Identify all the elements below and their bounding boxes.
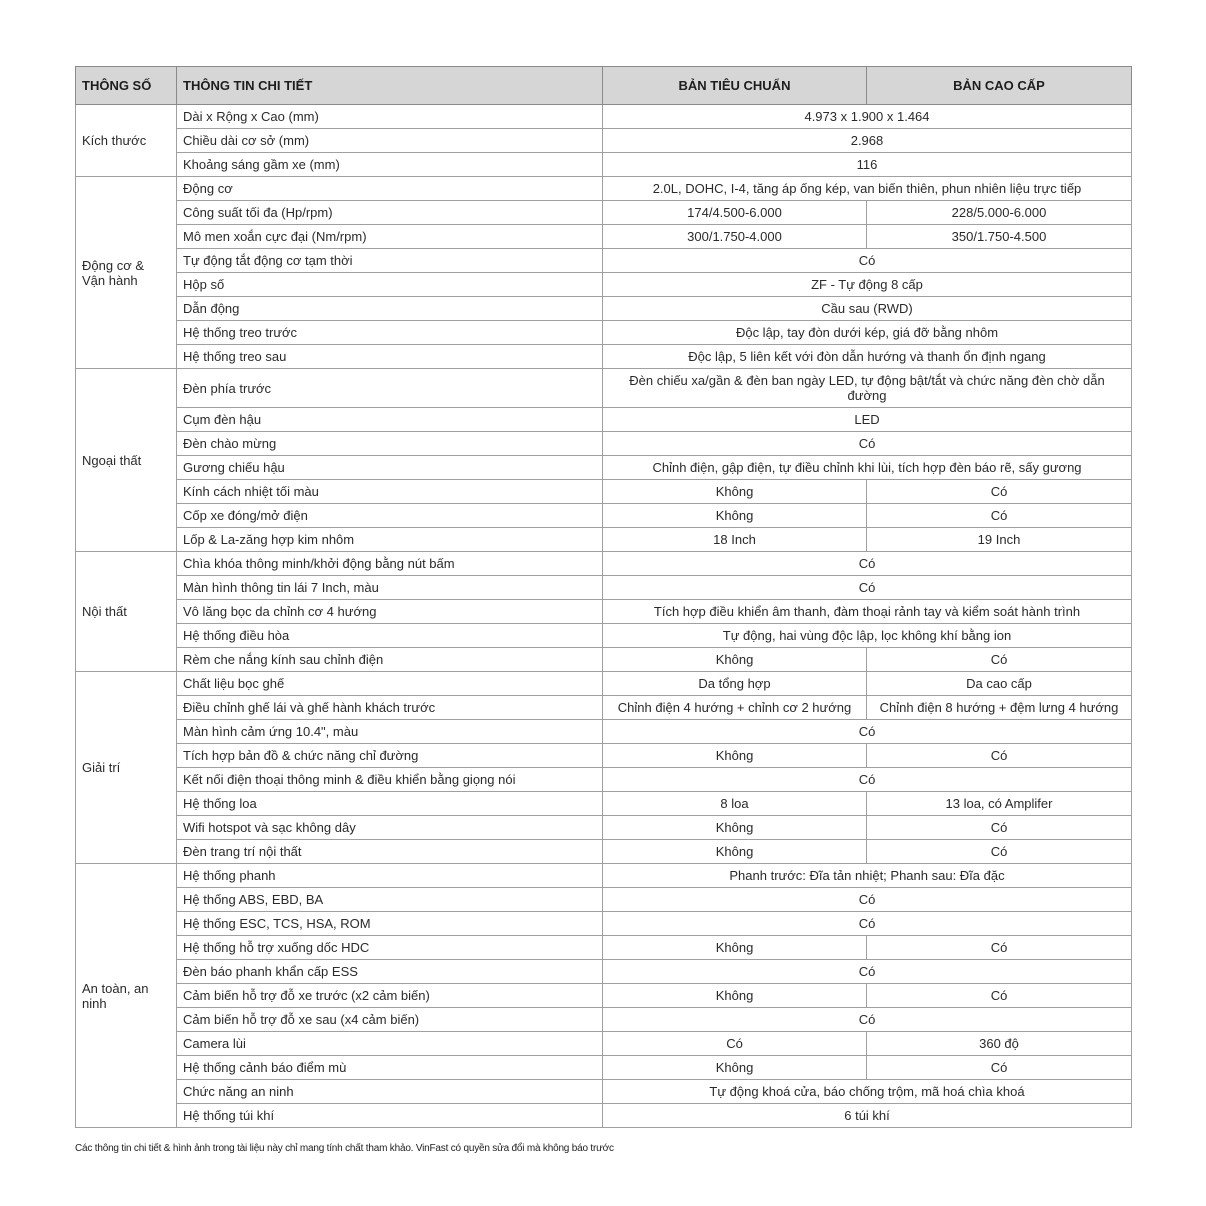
spec-name-cell: Màn hình thông tin lái 7 Inch, màu — [177, 576, 603, 600]
table-row — [76, 153, 1132, 177]
shared-value-cell: 116 — [603, 153, 1132, 177]
shared-value-cell: Độc lập, tay đòn dưới kép, giá đỡ bằng nhôm — [603, 321, 1132, 345]
spec-name-cell: Dài x Rộng x Cao (mm) — [177, 105, 603, 129]
table-row — [76, 105, 1132, 129]
header-spec: THÔNG SỐ — [76, 67, 177, 105]
category-cell: Ngoại thất — [76, 369, 177, 552]
spec-name-cell: Chất liệu bọc ghế — [177, 672, 603, 696]
spec-name-cell: Cảm biến hỗ trợ đỗ xe trước (x2 cảm biến) — [177, 984, 603, 1008]
table-row — [76, 816, 1132, 840]
shared-value-cell: Tự động khoá cửa, báo chống trộm, mã hoá chìa khoá — [603, 1080, 1132, 1104]
premium-value-cell: Có — [867, 984, 1132, 1008]
spec-name-cell: Hệ thống ESC, TCS, HSA, ROM — [177, 912, 603, 936]
spec-name-cell: Hệ thống ABS, EBD, BA — [177, 888, 603, 912]
spec-name-cell: Mô men xoắn cực đại (Nm/rpm) — [177, 225, 603, 249]
premium-value-cell: Có — [867, 816, 1132, 840]
table-row — [76, 129, 1132, 153]
header-details: THÔNG TIN CHI TIẾT — [177, 67, 603, 105]
standard-value-cell: Không — [603, 840, 867, 864]
shared-value-cell: 4.973 x 1.900 x 1.464 — [603, 105, 1132, 129]
spec-name-cell: Kính cách nhiệt tối màu — [177, 480, 603, 504]
table-row — [76, 273, 1132, 297]
spec-name-cell: Màn hình cảm ứng 10.4", màu — [177, 720, 603, 744]
table-row — [76, 504, 1132, 528]
shared-value-cell: LED — [603, 408, 1132, 432]
table-row — [76, 552, 1132, 576]
premium-value-cell: Có — [867, 744, 1132, 768]
premium-value-cell: Có — [867, 648, 1132, 672]
table-row — [76, 1104, 1132, 1128]
shared-value-cell: 2.0L, DOHC, I-4, tăng áp ống kép, van biến thiên, phun nhiên liệu trực tiếp — [603, 177, 1132, 201]
table-row — [76, 201, 1132, 225]
spec-name-cell: Cốp xe đóng/mở điện — [177, 504, 603, 528]
shared-value-cell: Đèn chiếu xa/gần & đèn ban ngày LED, tự động bật/tắt và chức năng đèn chờ dẫn đường — [603, 369, 1132, 408]
shared-value-cell: 6 túi khí — [603, 1104, 1132, 1128]
table-row — [76, 912, 1132, 936]
spec-name-cell: Hệ thống điều hòa — [177, 624, 603, 648]
shared-value-cell: Có — [603, 720, 1132, 744]
table-row — [76, 225, 1132, 249]
table-header-row — [76, 67, 1132, 105]
shared-value-cell: Tự động, hai vùng độc lập, lọc không khí bằng ion — [603, 624, 1132, 648]
spec-name-cell: Gương chiếu hậu — [177, 456, 603, 480]
spec-name-cell: Cụm đèn hậu — [177, 408, 603, 432]
spec-name-cell: Đèn báo phanh khẩn cấp ESS — [177, 960, 603, 984]
shared-value-cell: ZF - Tự động 8 cấp — [603, 273, 1132, 297]
spec-name-cell: Cảm biến hỗ trợ đỗ xe sau (x4 cảm biến) — [177, 1008, 603, 1032]
premium-value-cell: Da cao cấp — [867, 672, 1132, 696]
premium-value-cell: Có — [867, 504, 1132, 528]
table-row — [76, 696, 1132, 720]
shared-value-cell: Có — [603, 888, 1132, 912]
category-cell: Nội thất — [76, 552, 177, 672]
table-row — [76, 864, 1132, 888]
table-row — [76, 936, 1132, 960]
spec-name-cell: Đèn phía trước — [177, 369, 603, 408]
spec-name-cell: Rèm che nắng kính sau chỉnh điện — [177, 648, 603, 672]
table-row — [76, 840, 1132, 864]
standard-value-cell: Không — [603, 744, 867, 768]
table-row — [76, 960, 1132, 984]
table-row — [76, 177, 1132, 201]
standard-value-cell: 300/1.750-4.000 — [603, 225, 867, 249]
spec-name-cell: Hệ thống loa — [177, 792, 603, 816]
spec-name-cell: Hệ thống túi khí — [177, 1104, 603, 1128]
standard-value-cell: Không — [603, 936, 867, 960]
premium-value-cell: Chỉnh điện 8 hướng + đệm lưng 4 hướng — [867, 696, 1132, 720]
shared-value-cell: Có — [603, 1008, 1132, 1032]
standard-value-cell: Chỉnh điện 4 hướng + chỉnh cơ 2 hướng — [603, 696, 867, 720]
table-row — [76, 984, 1132, 1008]
category-cell: Giải trí — [76, 672, 177, 864]
standard-value-cell: 8 loa — [603, 792, 867, 816]
shared-value-cell: Phanh trước: Đĩa tản nhiệt; Phanh sau: Đĩa đặc — [603, 864, 1132, 888]
standard-value-cell: Không — [603, 816, 867, 840]
shared-value-cell: Có — [603, 552, 1132, 576]
premium-value-cell: 19 Inch — [867, 528, 1132, 552]
table-row — [76, 528, 1132, 552]
spec-name-cell: Hệ thống treo trước — [177, 321, 603, 345]
table-row — [76, 432, 1132, 456]
spec-name-cell: Tự động tắt động cơ tạm thời — [177, 249, 603, 273]
table-row — [76, 1056, 1132, 1080]
spec-name-cell: Hệ thống phanh — [177, 864, 603, 888]
table-row — [76, 768, 1132, 792]
shared-value-cell: Có — [603, 960, 1132, 984]
spec-name-cell: Hộp số — [177, 273, 603, 297]
header-standard: BẢN TIÊU CHUẨN — [603, 67, 867, 105]
shared-value-cell: Tích hợp điều khiển âm thanh, đàm thoại rảnh tay và kiểm soát hành trình — [603, 600, 1132, 624]
premium-value-cell: 13 loa, có Amplifer — [867, 792, 1132, 816]
standard-value-cell: 174/4.500-6.000 — [603, 201, 867, 225]
table-row — [76, 1032, 1132, 1056]
standard-value-cell: Không — [603, 504, 867, 528]
shared-value-cell: Chỉnh điện, gập điện, tự điều chỉnh khi lùi, tích hợp đèn báo rẽ, sấy gương — [603, 456, 1132, 480]
spec-name-cell: Chức năng an ninh — [177, 1080, 603, 1104]
spec-name-cell: Hệ thống cảnh báo điểm mù — [177, 1056, 603, 1080]
table-row — [76, 792, 1132, 816]
spec-name-cell: Vô lăng bọc da chỉnh cơ 4 hướng — [177, 600, 603, 624]
spec-name-cell: Tích hợp bản đồ & chức năng chỉ đường — [177, 744, 603, 768]
shared-value-cell: Có — [603, 768, 1132, 792]
spec-name-cell: Wifi hotspot và sạc không dây — [177, 816, 603, 840]
premium-value-cell: Có — [867, 840, 1132, 864]
spec-name-cell: Hệ thống hỗ trợ xuống dốc HDC — [177, 936, 603, 960]
table-row — [76, 624, 1132, 648]
standard-value-cell: Không — [603, 480, 867, 504]
category-cell: An toàn, an ninh — [76, 864, 177, 1128]
spec-name-cell: Lốp & La-zăng hợp kim nhôm — [177, 528, 603, 552]
spec-table — [75, 66, 1132, 1128]
shared-value-cell: Độc lập, 5 liên kết với đòn dẫn hướng và thanh ổn định ngang — [603, 345, 1132, 369]
table-row — [76, 720, 1132, 744]
spec-name-cell: Đèn trang trí nội thất — [177, 840, 603, 864]
spec-name-cell: Camera lùi — [177, 1032, 603, 1056]
spec-name-cell: Chìa khóa thông minh/khởi động bằng nút bấm — [177, 552, 603, 576]
premium-value-cell: Có — [867, 480, 1132, 504]
spec-name-cell: Hệ thống treo sau — [177, 345, 603, 369]
table-body — [76, 105, 1132, 1128]
premium-value-cell: Có — [867, 1056, 1132, 1080]
header-premium: BẢN CAO CẤP — [867, 67, 1132, 105]
table-row — [76, 408, 1132, 432]
table-row — [76, 600, 1132, 624]
spec-name-cell: Động cơ — [177, 177, 603, 201]
spec-name-cell: Chiều dài cơ sở (mm) — [177, 129, 603, 153]
shared-value-cell: 2.968 — [603, 129, 1132, 153]
disclaimer: Các thông tin chi tiết & hình ảnh trong tài liệu này chỉ mang tính chất tham khảo. VinFast có quyền sửa đổi mà không báo trước — [75, 1143, 614, 1154]
spec-name-cell: Dẫn động — [177, 297, 603, 321]
category-cell: Kích thước — [76, 105, 177, 177]
standard-value-cell: Có — [603, 1032, 867, 1056]
table-row — [76, 249, 1132, 273]
spec-name-cell: Công suất tối đa (Hp/rpm) — [177, 201, 603, 225]
table-row — [76, 480, 1132, 504]
table-row — [76, 1080, 1132, 1104]
table-row — [76, 345, 1132, 369]
table-row — [76, 648, 1132, 672]
shared-value-cell: Có — [603, 432, 1132, 456]
table-row — [76, 297, 1132, 321]
table-row — [76, 1008, 1132, 1032]
standard-value-cell: Da tổng hợp — [603, 672, 867, 696]
shared-value-cell: Có — [603, 576, 1132, 600]
table-row — [76, 744, 1132, 768]
table-row — [76, 888, 1132, 912]
spec-name-cell: Kết nối điện thoại thông minh & điều khiển bằng giọng nói — [177, 768, 603, 792]
table-row — [76, 369, 1132, 408]
standard-value-cell: 18 Inch — [603, 528, 867, 552]
premium-value-cell: 228/5.000-6.000 — [867, 201, 1132, 225]
table-row — [76, 456, 1132, 480]
premium-value-cell: Có — [867, 936, 1132, 960]
standard-value-cell: Không — [603, 1056, 867, 1080]
premium-value-cell: 360 độ — [867, 1032, 1132, 1056]
premium-value-cell: 350/1.750-4.500 — [867, 225, 1132, 249]
standard-value-cell: Không — [603, 648, 867, 672]
spec-name-cell: Điều chỉnh ghế lái và ghế hành khách trước — [177, 696, 603, 720]
shared-value-cell: Có — [603, 912, 1132, 936]
category-cell: Động cơ & Vận hành — [76, 177, 177, 369]
table-row — [76, 672, 1132, 696]
standard-value-cell: Không — [603, 984, 867, 1008]
spec-name-cell: Khoảng sáng gầm xe (mm) — [177, 153, 603, 177]
table-row — [76, 576, 1132, 600]
shared-value-cell: Cầu sau (RWD) — [603, 297, 1132, 321]
shared-value-cell: Có — [603, 249, 1132, 273]
table-row — [76, 321, 1132, 345]
spec-name-cell: Đèn chào mừng — [177, 432, 603, 456]
